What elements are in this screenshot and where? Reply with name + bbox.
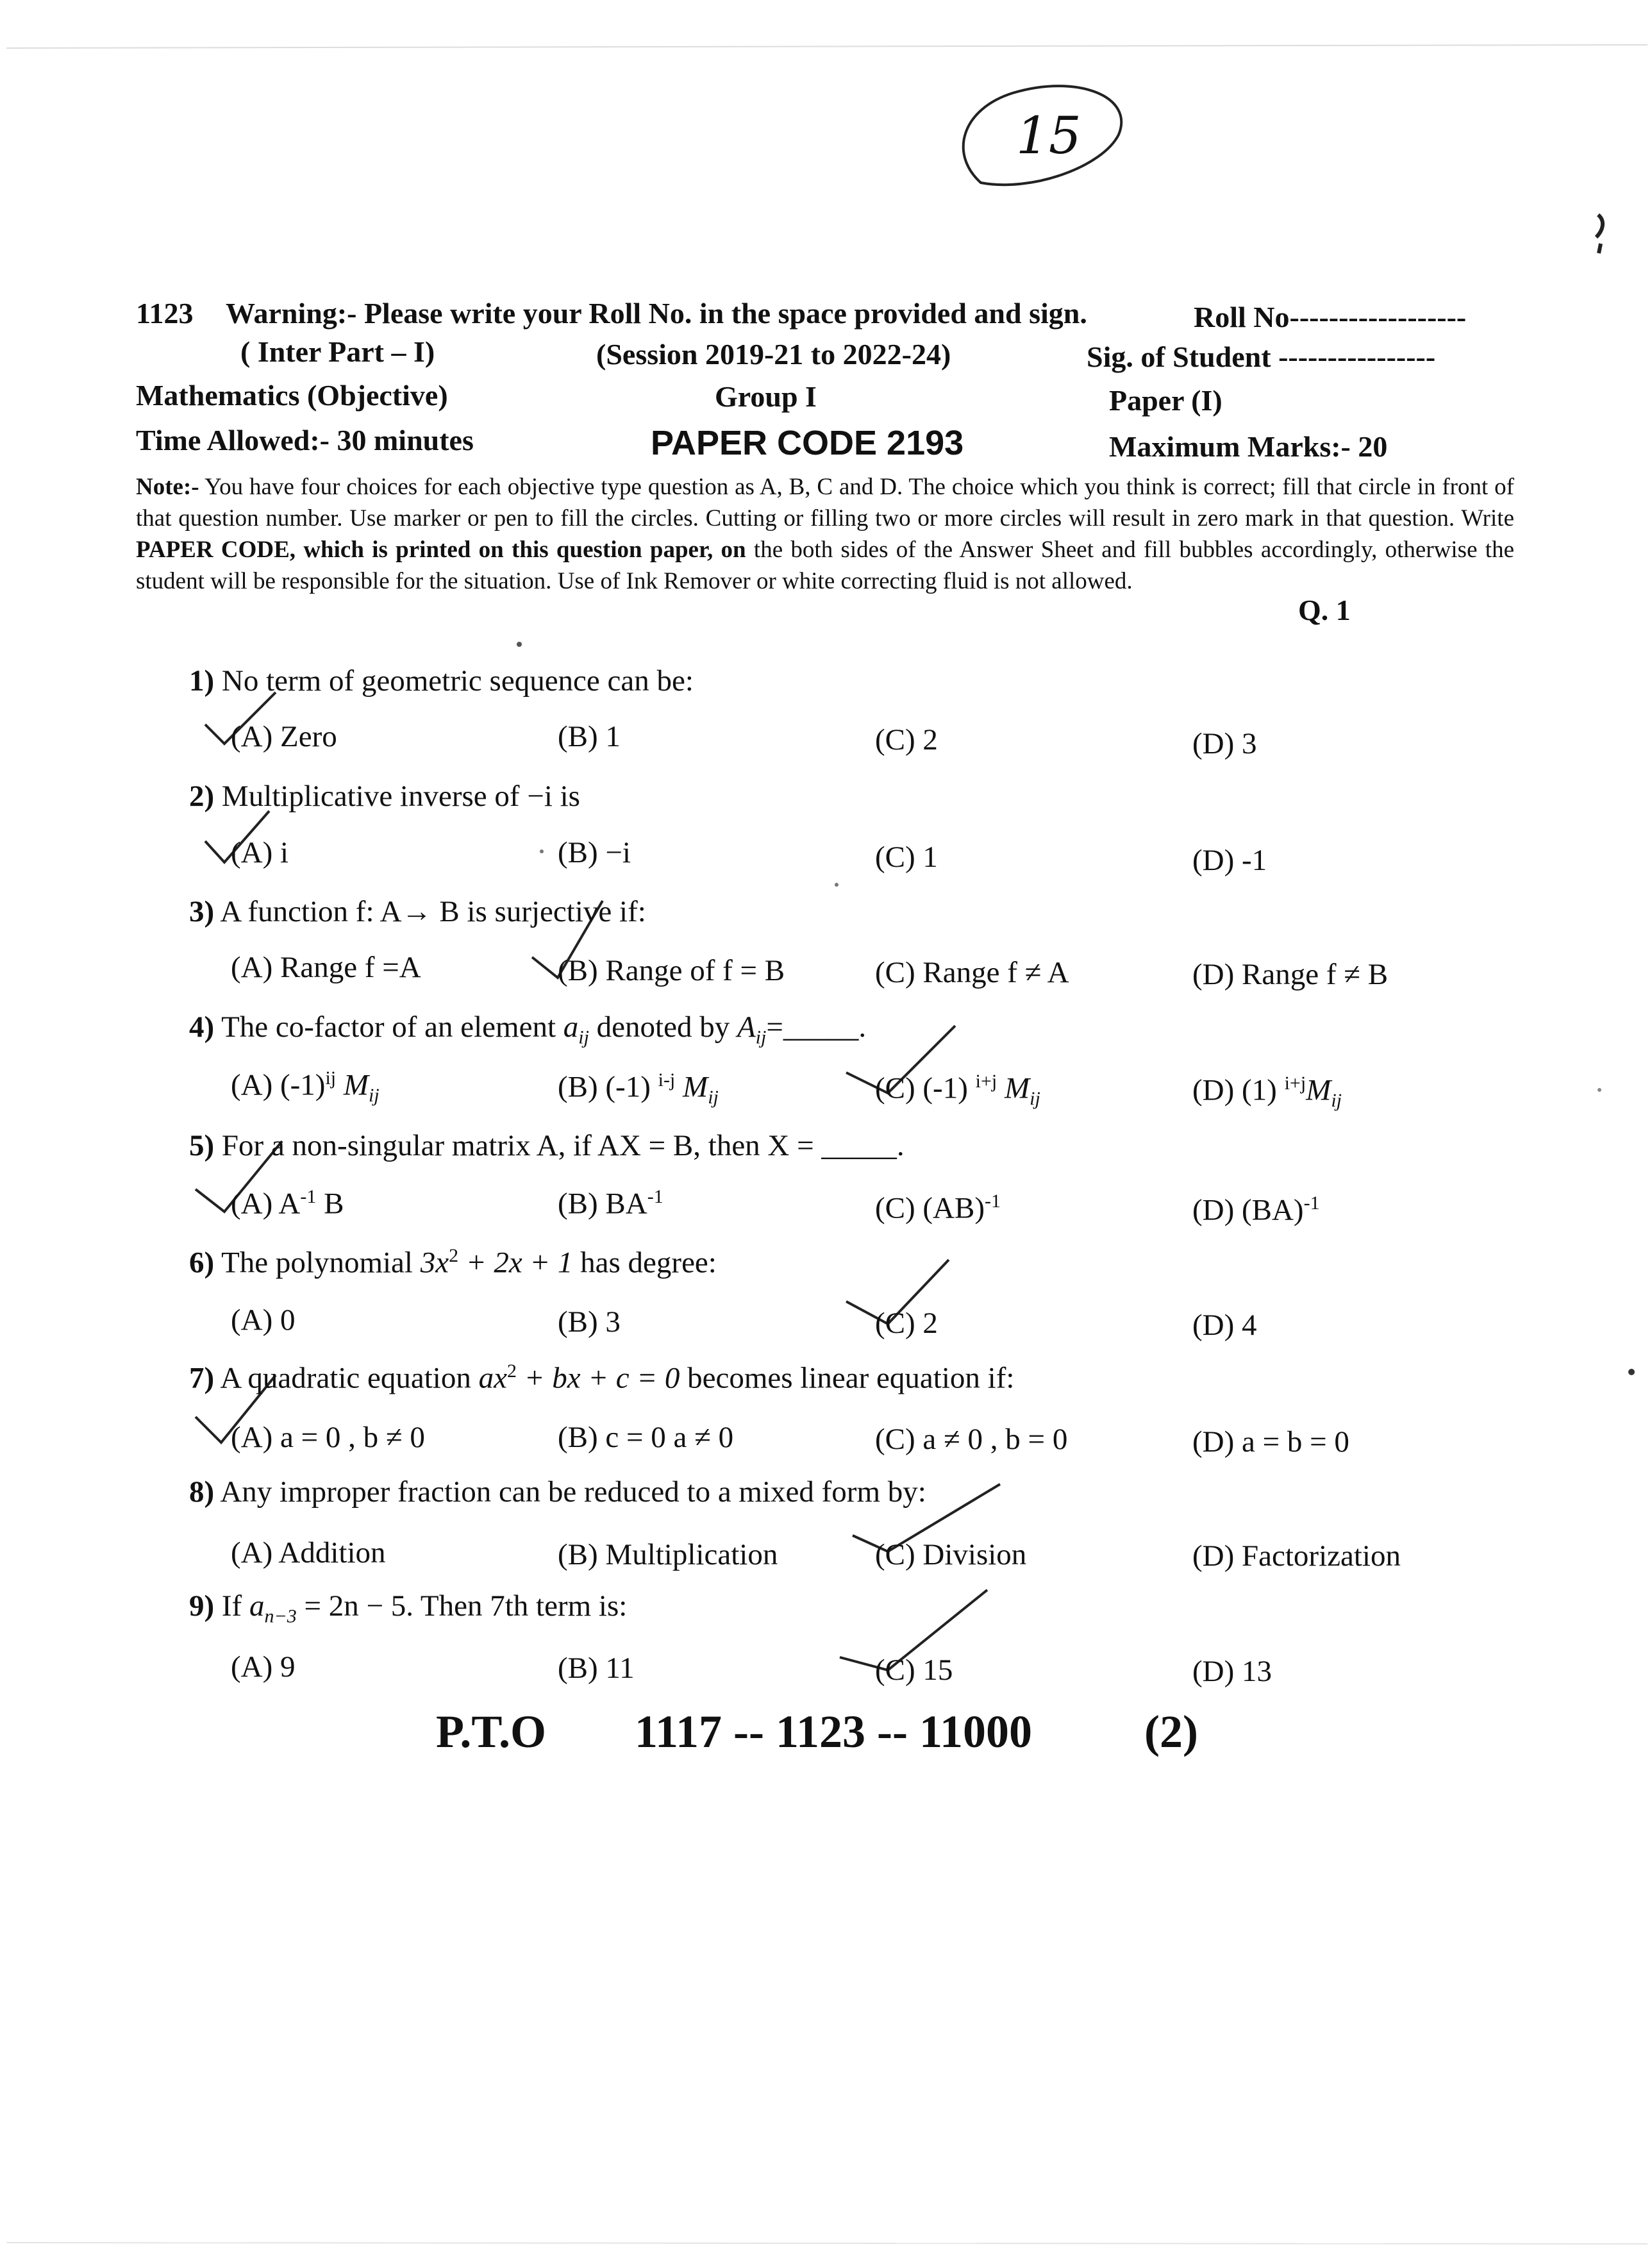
q5-option-b[interactable]: (B) $BA^{-1}$ xyxy=(558,1186,663,1221)
q6-option-a[interactable]: (A) 0 xyxy=(231,1303,296,1337)
time-allowed: Time Allowed:- 30 minutes xyxy=(136,424,474,456)
q6-option-c[interactable]: (C) 2 xyxy=(875,1307,938,1340)
speck xyxy=(835,883,839,887)
roll-no-field[interactable]: Roll No------------------ xyxy=(1194,301,1467,333)
speck xyxy=(517,642,522,647)
question-5: 5) For a non-singular matrix A, if AX = B, then X = _____. xyxy=(189,1129,905,1162)
q8-option-b[interactable]: (B) Multiplication xyxy=(558,1538,778,1571)
q3-option-b[interactable]: (B) Range of f = B xyxy=(558,954,785,987)
note-bold: PAPER CODE, which is printed on this question paper, on xyxy=(136,537,746,563)
q4-option-b[interactable]: (B) (-1) $^{i-j}$ $M_{ij}$ xyxy=(558,1069,719,1108)
q6-option-b[interactable]: (B) 3 xyxy=(558,1305,621,1339)
paper-number: Paper (I) xyxy=(1109,384,1222,417)
q5-option-d[interactable]: (D) (BA)$^{-1}$ xyxy=(1192,1192,1320,1227)
question-6: 6) The polynomial $3x^2 + 2x + 1$ has degree: xyxy=(189,1245,717,1280)
q6-option-d[interactable]: (D) 4 xyxy=(1192,1309,1257,1342)
q2-option-b[interactable]: (B) −i xyxy=(558,836,631,869)
q3-option-c[interactable]: (C) Range f ≠ A xyxy=(875,956,1069,989)
q8-option-c[interactable]: (C) Division xyxy=(875,1538,1027,1571)
q4-option-a[interactable]: (A) $(-1)^{ij}$ $M_{ij}$ xyxy=(231,1067,380,1107)
group: Group I xyxy=(715,380,817,413)
pto: P.T.O xyxy=(436,1706,547,1757)
margin-mark xyxy=(1596,215,1603,253)
speck xyxy=(1598,1088,1601,1092)
max-marks: Maximum Marks:- 20 xyxy=(1109,430,1388,463)
q4-option-c[interactable]: (C) (-1) $^{i+j}$ $M_{ij}$ xyxy=(875,1071,1040,1110)
q1-option-c[interactable]: (C) 2 xyxy=(875,723,938,757)
q9-option-c[interactable]: (C) 15 xyxy=(875,1653,953,1687)
warning-text: Warning:- Please write your Roll No. in the space provided and sign. xyxy=(226,297,1087,330)
footer-codes: 1117 -- 1123 -- 11000 xyxy=(635,1706,1033,1757)
q1-option-b[interactable]: (B) 1 xyxy=(558,720,621,753)
q5-option-c[interactable]: (C) (AB)$^{-1}$ xyxy=(875,1191,1001,1225)
scan-edge-bottom xyxy=(6,2243,1648,2244)
q1-option-a[interactable]: (A) Zero xyxy=(231,720,337,753)
question-9: 9) If $a_{n-3} = 2n - 5$. Then 7th term is: xyxy=(189,1589,628,1627)
speck xyxy=(1628,1369,1635,1375)
q7-option-d[interactable]: (D) a = b = 0 xyxy=(1192,1425,1349,1459)
question-4: 4) The co-factor of an element $a_{ij}$ denoted by $A_{ij}=\_\_\_\_\_$. xyxy=(189,1010,867,1048)
footer-page: (2) xyxy=(1144,1706,1198,1757)
note-text-1: You have four choices for each objective type question as A, B, C and D. The choice which you think is correct; fill that circle in front of that question number. Use marker or pen to fill the circles. Cutting or filling two or more circles will result in zero mark in that question. Write xyxy=(136,474,1514,531)
q5-option-a[interactable]: (A) $A^{-1}$ B xyxy=(231,1186,344,1221)
q7-option-a[interactable]: (A) a = 0 , b ≠ 0 xyxy=(231,1421,425,1454)
signature-field[interactable]: Sig. of Student ---------------- xyxy=(1087,340,1436,373)
q2-option-d[interactable]: (D) -1 xyxy=(1192,844,1267,877)
question-3: 3) A function f: A→ B is surjective if: xyxy=(189,895,646,928)
paper-code: PAPER CODE 2193 xyxy=(651,424,964,462)
q7-option-c[interactable]: (C) a ≠ 0 , b = 0 xyxy=(875,1423,1068,1456)
question-7: 7) A quadratic equation $ax^2$ + bx + c = 0 becomes linear equation if: xyxy=(189,1360,1015,1395)
question-2: 2) Multiplicative inverse of −i is xyxy=(189,780,580,813)
q4-option-d[interactable]: (D) (1) $^{i+j}M_{ij}$ xyxy=(1192,1073,1342,1112)
q3-option-d[interactable]: (D) Range f ≠ B xyxy=(1192,958,1389,991)
q8-option-a[interactable]: (A) Addition xyxy=(231,1536,386,1569)
q1-option-d[interactable]: (D) 3 xyxy=(1192,727,1257,760)
note-text-2: the both sides of the Answer Sheet and fill bubbles accordingly, otherwise the student will be responsible for the situation. Use of Ink Remover or white correcting fluid is not allowed. xyxy=(136,537,1515,594)
q7-option-b[interactable]: (B) c = 0 a ≠ 0 xyxy=(558,1421,734,1454)
q9-option-a[interactable]: (A) 9 xyxy=(231,1650,296,1684)
score-mark: 15 xyxy=(1016,106,1081,165)
header-code: 1123 xyxy=(136,297,194,330)
q8-option-d[interactable]: (D) Factorization xyxy=(1192,1539,1401,1573)
q3-option-a[interactable]: (A) Range f =A xyxy=(231,951,421,984)
question-8: 8) Any improper fraction can be reduced to a mixed form by: xyxy=(189,1475,926,1509)
question-label: Q. 1 xyxy=(1298,594,1351,626)
instructions-note xyxy=(136,471,1514,597)
q2-option-c[interactable]: (C) 1 xyxy=(875,840,938,874)
q2-option-a[interactable]: (A) i xyxy=(231,836,289,869)
q9-option-b[interactable]: (B) 11 xyxy=(558,1652,635,1685)
note-label: Note:- xyxy=(136,474,199,500)
session: (Session 2019-21 to 2022-24) xyxy=(596,338,951,371)
question-1: 1) No term of geometric sequence can be: xyxy=(189,664,694,698)
scan-edge-top xyxy=(6,45,1648,48)
inter-part: ( Inter Part – I) xyxy=(240,335,435,368)
q9-option-d[interactable]: (D) 13 xyxy=(1192,1655,1272,1688)
speck xyxy=(540,849,544,853)
subject: Mathematics (Objective) xyxy=(136,379,448,412)
